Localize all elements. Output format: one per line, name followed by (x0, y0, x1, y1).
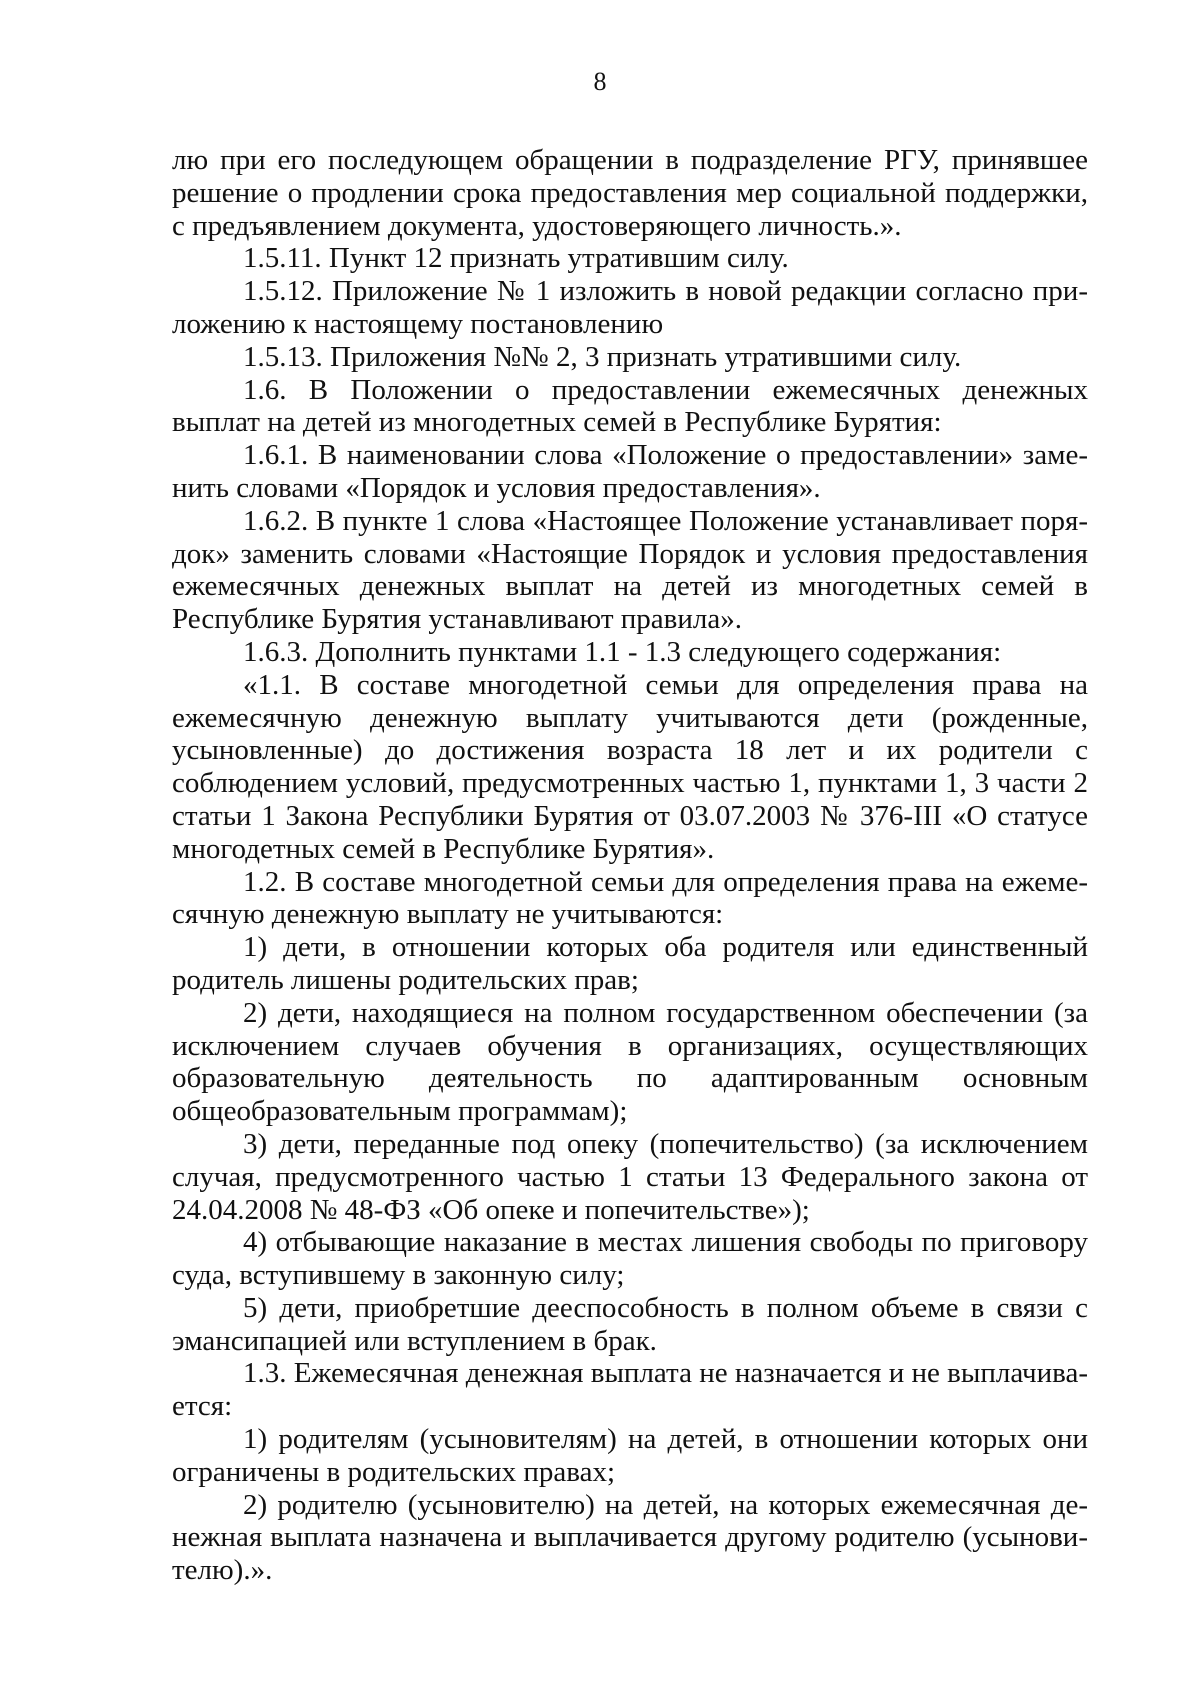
list-item: 1) дети, в отношении которых оба родителя или единственный родитель лишены родительских прав; (172, 931, 1088, 996)
document-body (172, 144, 1088, 1587)
list-item: 2) родителю (усыновителю) на детей, на которых ежемесячная денежная выплата назначена и выплачивается другому родителю (усыновителю).». (172, 1488, 1088, 1587)
paragraph: 1.5.12. Приложение № 1 изложить в новой редакции согласно приложению к настоящему постановлению (172, 275, 1088, 340)
paragraph: 1.5.11. Пункт 12 признать утратившим силу. (243, 242, 789, 275)
paragraph: 1.2. В составе многодетной семьи для определения права на ежемесячную денежную выплату не учитываются: (172, 865, 1088, 931)
paragraph: 1.6. В Положении о предоставлении ежемесячных денежных выплат на детей из многодетных семей в Республике Бурятия: (172, 373, 1088, 439)
paragraph: «1.1. В составе многодетной семьи для определения права на ежемесячную денежную выплату учитываются дети (рожденные, усыновленные) до достижения возраста 18 лет и их родители с соблюдением условий, предусмотренных частью 1, пунктами 1, 3 части 2 статьи 1 Закона Республики Бурятия от 03.07.2003 № 376-III «О статусе многодетных семей в Республике Бурятия». (172, 668, 1088, 865)
paragraph: 1.5.13. Приложения №№ 2, 3 признать утратившими силу. (243, 340, 962, 373)
list-item: 3) дети, переданные под опеку (попечительство) (за исключением случая, предусмотренного частью 1 статьи 13 Федерального закона от 24.04.2008 № 48-ФЗ «Об опеке и попечительстве»); (172, 1127, 1088, 1226)
paragraph: 1.3. Ежемесячная денежная выплата не назначается и не выплачивается: (172, 1357, 1088, 1423)
list-item: 1) родителям (усыновителям) на детей, в отношении которых они ограничены в родительских правах; (172, 1423, 1088, 1488)
list-item: 2) дети, находящиеся на полном государственном обеспечении (за исключением случаев обучения в организациях, осуществляющих образовательную деятельность по адаптированным основным общеобразовательным программам); (172, 996, 1088, 1128)
paragraph: 1.6.3. Дополнить пунктами 1.1 - 1.3 следующего содержания: (243, 635, 1002, 668)
paragraph: 1.6.1. В наименовании слова «Положение о предоставлении» заменить словами «Порядок и условия предоставления». (172, 439, 1088, 504)
paragraph: лю при его последующем обращении в подразделение РГУ, принявшее решение о продлении срока предоставления мер социальной поддержки, с предъявлением документа, удостоверяющего личность.». (172, 144, 1088, 242)
paragraph: 1.6.2. В пункте 1 слова «Настоящее Положение устанавливает порядок» заменить словами «Настоящие Порядок и условия предоставления ежемесячных денежных выплат на детей из многодетных семей в Республике Бурятия устанавливают правила». (172, 504, 1088, 636)
list-item: 5) дети, приобретшие дееспособность в полном объеме в связи с эмансипацией или вступлением в брак. (172, 1291, 1088, 1357)
list-item: 4) отбывающие наказание в местах лишения свободы по приговору суда, вступившему в законную силу; (172, 1226, 1088, 1292)
page-number: 8 (593, 67, 607, 96)
